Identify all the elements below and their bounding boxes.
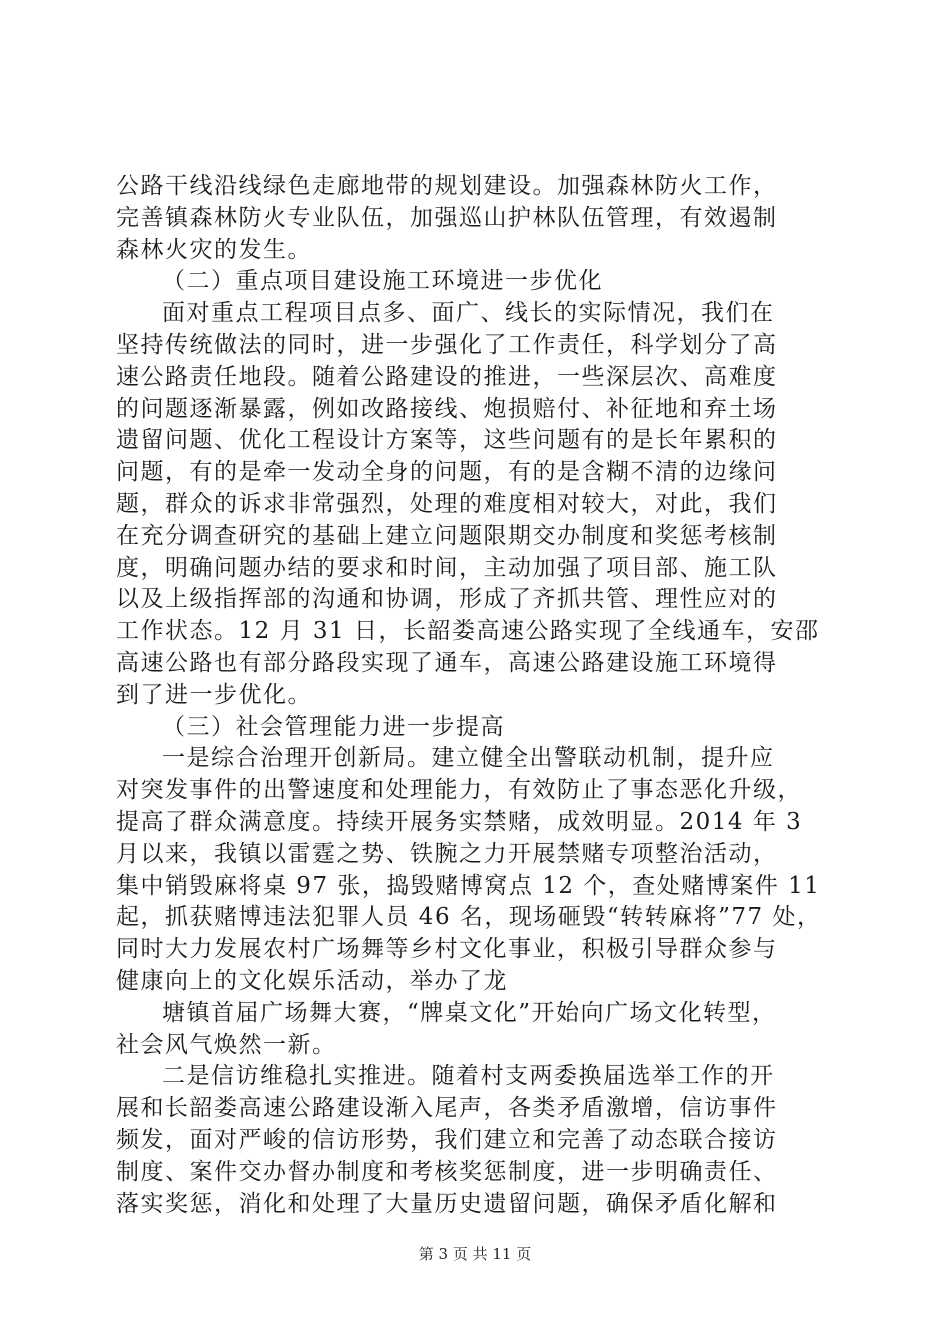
text-line: 公路干线沿线绿色走廊地带的规划建设。加强森林防火工作，: [116, 173, 778, 199]
text-line: 题，群众的诉求非常强烈，处理的难度相对较大，对此，我们: [116, 490, 778, 517]
text-line: 速公路责任地段。随着公路建设的推进，一些深层次、高难度: [116, 363, 778, 390]
text-line: 问题，有的是牵一发动全身的问题，有的是含糊不清的边缘问: [116, 459, 778, 486]
text-line: 提高了群众满意度。持续开展务实禁赌，成效明显。2014 年 3: [116, 808, 803, 835]
text-line: 集中销毁麻将桌 97 张，捣毁赌博窝点 12 个，查处赌博案件 11: [116, 872, 821, 899]
text-line: 落实奖惩，消化和处理了大量历史遗留问题，确保矛盾化解和: [116, 1190, 778, 1217]
text-line: 社会风气焕然一新。: [116, 1031, 337, 1058]
text-line: 同时大力发展农村广场舞等乡村文化事业，积极引导群众参与: [116, 936, 778, 963]
text-line: 二是信访维稳扎实推进。随着村支两委换届选举工作的开: [162, 1063, 775, 1090]
text-line: 在充分调查研究的基础上建立问题限期交办制度和奖惩考核制: [116, 522, 778, 549]
page-footer: 第 3 页 共 11 页: [418, 1245, 532, 1263]
text-line: 遗留问题、优化工程设计方案等，这些问题有的是长年累积的: [116, 427, 778, 454]
text-line: （二）重点项目建设施工环境进一步优化: [162, 268, 603, 295]
text-line: 对突发事件的出警速度和处理能力，有效防止了事态恶化升级，: [116, 777, 802, 804]
text-line: 月以来，我镇以雷霆之势、铁腕之力开展禁赌专项整治活动，: [116, 840, 778, 867]
text-line: 一是综合治理开创新局。建立健全出警联动机制，提升应: [162, 745, 775, 772]
text-line: 面对重点工程项目点多、面广、线长的实际情况，我们在: [162, 300, 775, 327]
text-line: 起，抓获赌博违法犯罪人员 46 名，现场砸毁“转转麻将”77 处，: [116, 904, 822, 931]
text-line: 展和长韶娄高速公路建设渐入尾声，各类矛盾激增，信访事件: [116, 1095, 778, 1122]
document-body: [116, 171, 836, 1220]
text-line: （三）社会管理能力进一步提高: [162, 713, 505, 740]
text-line: 工作状态。12 月 31 日，长韶娄高速公路实现了全线通车，安邵: [116, 618, 820, 645]
text-line: 健康向上的文化娱乐活动，举办了龙: [116, 967, 508, 994]
text-line: 制度、案件交办督办制度和考核奖惩制度，进一步明确责任、: [116, 1158, 778, 1185]
text-line: 以及上级指挥部的沟通和协调，形成了齐抓共管、理性应对的: [116, 586, 778, 613]
text-line: 森林火灾的发生。: [116, 236, 312, 263]
text-line: 度，明确问题办结的要求和时间，主动加强了项目部、施工队: [116, 554, 778, 581]
text-line: 高速公路也有部分路段实现了通车，高速公路建设施工环境得: [116, 649, 778, 676]
text-line: 坚持传统做法的同时，进一步强化了工作责任，科学划分了高: [116, 331, 778, 358]
text-line: 塘镇首届广场舞大赛，“牌桌文化”开始向广场文化转型，: [162, 999, 777, 1026]
text-line: 完善镇森林防火专业队伍，加强巡山护林队伍管理，有效遏制: [116, 204, 778, 231]
text-line: 频发，面对严峻的信访形势，我们建立和完善了动态联合接访: [116, 1126, 778, 1153]
text-line: 到了进一步优化。: [116, 681, 312, 708]
text-line: 的问题逐渐暴露，例如改路接线、炮损赔付、补征地和弃土场: [116, 395, 778, 422]
